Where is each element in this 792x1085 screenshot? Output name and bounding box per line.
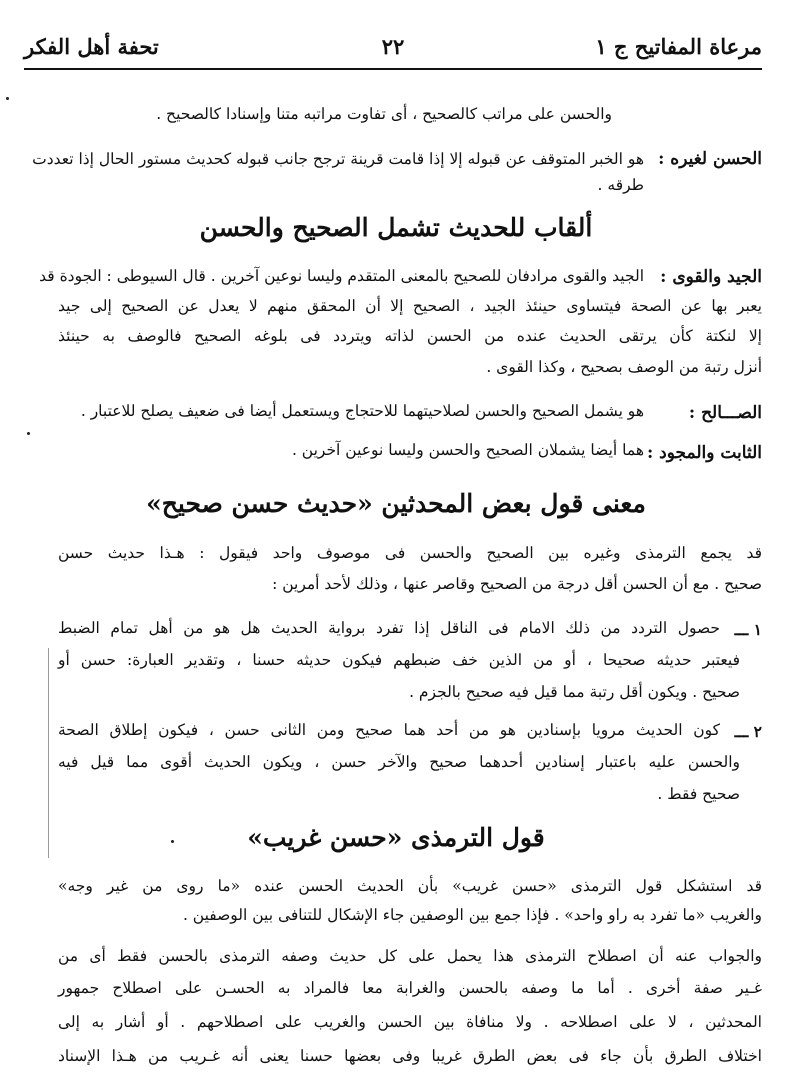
list-item-number: ٢ ـــ [734,722,762,741]
list-item-line: كون الحديث مرويا بإسنادين هو من أحد هما صحيح ومن الثانى حسن ، فيكون إطلاق الصحة [58,721,720,739]
paragraph-line: المحدثين ، لا على اصطلاحه . ولا منافاة بين الحسن والغريب على اصطلاحهم . أو أشار به إلى [58,1013,762,1031]
section-heading: معنى قول بعض المحدثين «حديث حسن صحيح» [146,489,646,518]
scan-speck [27,432,30,435]
term-salih: الصـــالح : [688,403,762,423]
section-heading: قول الترمذى «حسن غريب» [247,823,545,852]
definition-line: هو الخبر المتوقف عن قبوله إلا إذا قامت قرينة ترجح جانب قبوله كحديث مستور الحال إذا تعددت [32,150,644,168]
definition-line: هما أيضا يشملان الصحيح والحسن وليسا نوعين آخرين . [291,441,644,459]
paragraph-line: قد يجمع الترمذى وغيره بين الصحيح والحسن فى موصوف واحد فيقول : هـذا حديث حسن [58,544,762,562]
term-thabit: الثابت والمجود : [646,443,762,463]
list-item-line: صحيح فقط . [657,785,740,803]
term-hasan-li-ghayrihi: الحسن لغيره : [658,149,762,169]
definition-line: هو يشمل الصحيح والحسن لصلاحيتهما للاحتجاج ويستعمل أيضا فى ضعيف يصلح للاعتبار . [80,402,644,420]
section-heading: ألقاب للحديث تشمل الصحيح والحسن [199,213,593,242]
intro-line: والحسن على مراتب كالصحيح ، أى تفاوت مراتبه متنا وإسنادا كالصحيح . [156,105,612,123]
definition-line: إلا لنكتة كأن يرتقى الحديث عنده من الحسن لذاته ويتردد فى بلوغه الصحيح فالوصف به حينئذ [58,327,762,345]
list-item-line: صحيح . ويكون أقل رتبة مما قيل فيه صحيح بالجزم . [409,683,740,701]
definition-line: يعبر بها عن الصحة فيتساوى حينئذ الجيد ، الصحيح إلا أن المحقق منهم لا يعدل عن الصحيح إلى جيد [58,297,762,315]
list-item-line: فيعتبر حديثه صحيحا ، أو من الذين خف ضبطهم فيكون حديثه حسنا ، وتقدير العبارة: حسن أو [58,651,740,669]
definition-line: أنزل رتبة من الوصف بصحيح ، وكذا القوى . [486,358,762,376]
scan-margin-rule [48,648,49,858]
list-item-number: ١ ـــ [734,620,762,639]
scan-speck [171,840,174,843]
paragraph-line: قد استشكل قول الترمذى «حسن غريب» بأن الحديث الحسن عنده «ما روى من غير وجه» [58,877,762,895]
definition-line: طرقه . [597,176,644,194]
section-title: تحفة أهل الفكر [24,34,159,59]
list-item-line: والحسن عليه باعتبار إسنادين أحدهما صحيح والآخر حسن ، ويكون الحديث أقوى مما قيل فيه [58,753,740,771]
paragraph-line: اختلاف الطرق بأن جاء فى بعض الطرق غريبا وفى بعضها حسنا يعنى أنه غـريب من هـذا الإسناد [58,1047,762,1065]
paragraph-line: غـير صفة أخرى . أما ما وصفه بالحسن والغرابة معا فالمراد به الحسـن على اصطلاح جمهور [58,979,762,997]
paragraph-line: صحيح . مع أن الحسن أقل درجة من الصحيح وقاصر عنها ، وذلك لأحد أمرين : [272,575,762,593]
running-header [24,28,762,70]
definition-line: الجيد والقوى مرادفان للصحيح بالمعنى المتقدم وليسا نوعين آخرين . قال السيوطى : الجودة قد [39,267,644,285]
list-item-line: حصول التردد من ذلك الامام فى الناقل إذا تفرد برواية الحديث هل هو من أهل تمام الضبط [58,619,720,637]
book-title: مرعاة المفاتيح ج ١ [595,34,762,59]
scan-speck [6,97,9,100]
page-number: ٢٢ [381,34,405,59]
paragraph-line: والغريب «ما تفرد به راو واحد» . فإذا جمع بين الوصفين جاء الإشكال للتنافى بين الوصفين . [182,906,762,924]
term-jayyid: الجيد والقوى : [660,267,762,287]
paragraph-line: والجواب عنه أن اصطلاح الترمذى هذا يحمل على كل حديث وصفه الترمذى بالحسن فقط أى من [58,947,762,965]
